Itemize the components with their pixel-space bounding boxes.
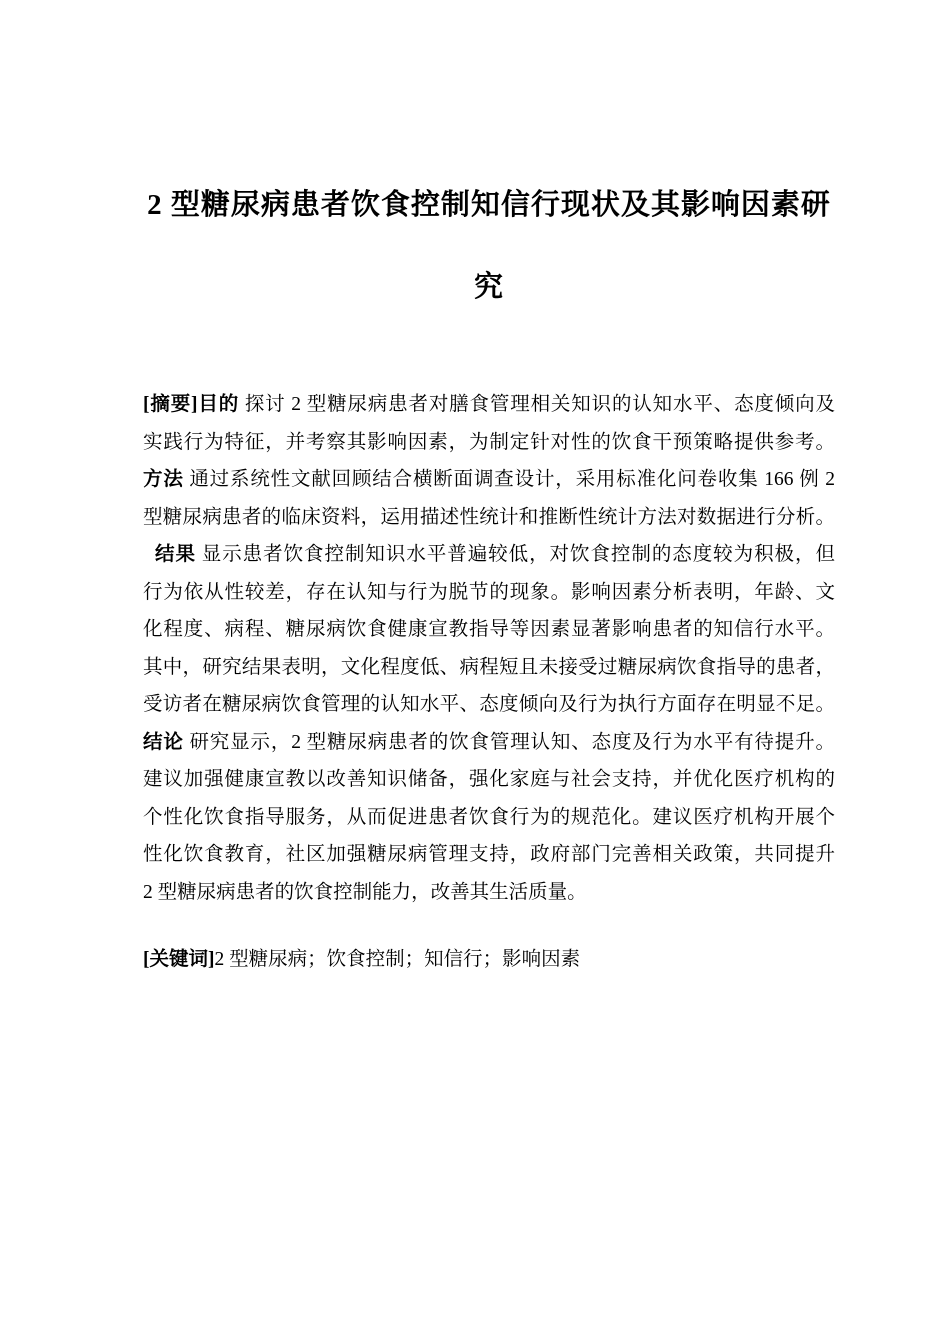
abstract-line bbox=[143, 874, 835, 912]
text-run: 行为依从性较差，存在认知与行为脱节的现象。影响因素分析表明，年龄、文 bbox=[143, 581, 835, 603]
text-run: 研究显示，2 型糖尿病患者的饮食管理认知、态度及行为水平有待提升。 bbox=[189, 731, 835, 753]
abstract-line bbox=[143, 686, 835, 724]
bold-run: 结论 bbox=[143, 731, 190, 753]
bold-run: 结果 bbox=[155, 544, 202, 565]
text-run: 实践行为特征，并考察其影响因素，为制定针对性的饮食干预策略提供参考。 bbox=[143, 431, 835, 453]
abstract-line bbox=[143, 611, 835, 649]
bold-run: [摘要]目的 bbox=[143, 394, 245, 415]
bold-run: [关键词] bbox=[143, 949, 215, 970]
text-run: 2 型糖尿病患者的饮食控制能力，改善其生活质量。 bbox=[143, 881, 587, 903]
text-run: 建议加强健康宣教以改善知识储备，强化家庭与社会支持，并优化医疗机构的 bbox=[143, 769, 835, 790]
abstract-line bbox=[143, 424, 835, 462]
keywords-line bbox=[143, 941, 835, 979]
abstract-line bbox=[143, 461, 835, 499]
text-run: 2 型糖尿病；饮食控制；知信行；影响因素 bbox=[214, 949, 581, 970]
abstract-line bbox=[143, 386, 835, 424]
text-run: 性化饮食教育，社区加强糖尿病管理支持，政府部门完善相关政策，共同提升 bbox=[143, 844, 835, 865]
abstract-line bbox=[143, 799, 835, 837]
text-run: 探讨 2 型糖尿病患者对膳食管理相关知识的认知水平、态度倾向及 bbox=[244, 394, 835, 415]
abstract-line bbox=[143, 724, 835, 762]
title-line: 究 bbox=[473, 271, 504, 303]
abstract-line bbox=[143, 574, 835, 612]
text-run: 其中，研究结果表明，文化程度低、病程短且未接受过糖尿病饮食指导的患者， bbox=[143, 656, 835, 678]
text-run: 显示患者饮食控制知识水平普遍较低，对饮食控制的态度较为积极，但 bbox=[201, 544, 835, 565]
abstract-line bbox=[143, 649, 835, 687]
keywords-text-line bbox=[143, 941, 835, 979]
abstract-line bbox=[143, 836, 835, 874]
paper-title bbox=[143, 164, 835, 328]
text-run: 化程度、病程、糖尿病饮食健康宣教指导等因素显著影响患者的知信行水平。 bbox=[143, 619, 835, 640]
text-run: 型糖尿病患者的临床资料，运用描述性统计和推断性统计方法对数据进行分析。 bbox=[143, 506, 835, 528]
abstract-line bbox=[143, 499, 835, 537]
abstract-line bbox=[143, 761, 835, 799]
title-line: 2 型糖尿病患者饮食控制知信行现状及其影响因素研 bbox=[147, 189, 831, 221]
text-run: 受访者在糖尿病饮食管理的认知水平、态度倾向及行为执行方面存在明显不足。 bbox=[143, 694, 835, 715]
abstract-line bbox=[143, 536, 835, 574]
abstract-paragraph bbox=[143, 386, 835, 911]
text-run: 通过系统性文献回顾结合横断面调查设计，采用标准化问卷收集 166 例 2 bbox=[189, 469, 835, 490]
text-run: 个性化饮食指导服务，从而促进患者饮食行为的规范化。建议医疗机构开展个 bbox=[143, 806, 835, 828]
bold-run: 方法 bbox=[143, 469, 190, 490]
